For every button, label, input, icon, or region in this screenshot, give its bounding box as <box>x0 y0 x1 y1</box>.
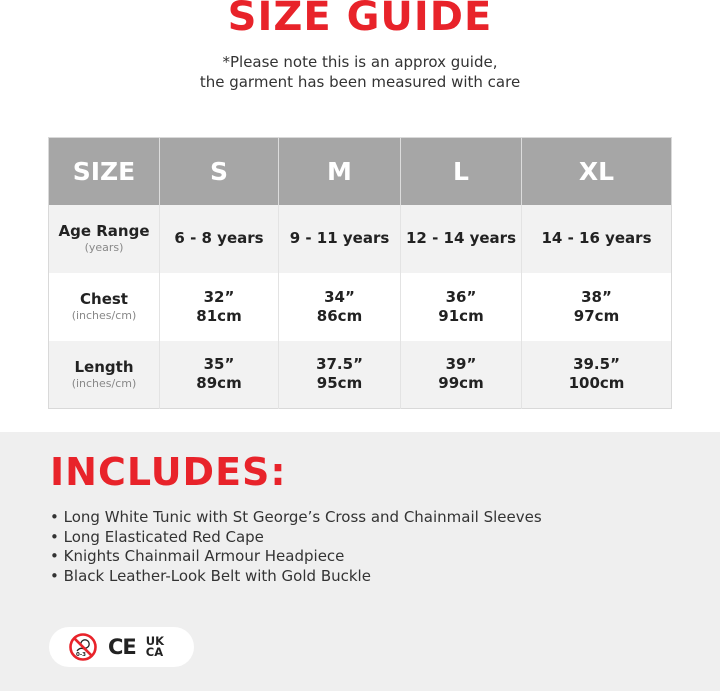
ukca-line-1: UK <box>145 634 165 648</box>
cell-cm: 91cm <box>438 306 484 325</box>
list-item: • Knights Chainmail Armour Headpiece <box>50 547 542 567</box>
safety-badges <box>49 627 194 667</box>
table-cell <box>522 341 672 409</box>
row-unit: (inches/cm) <box>71 376 137 390</box>
not-suitable-0-3-icon <box>68 632 98 662</box>
cell-value: 12 - 14 years <box>405 229 517 247</box>
table-cell <box>279 205 401 273</box>
cell-inches: 34” <box>324 287 355 306</box>
table-row-length <box>49 341 672 409</box>
list-item: • Long White Tunic with St George’s Cross and Chainmail Sleeves <box>50 508 542 528</box>
row-unit: (inches/cm) <box>71 309 137 322</box>
ukca-mark <box>146 636 164 658</box>
row-label-cell <box>49 205 160 273</box>
header-m: M <box>279 138 401 205</box>
row-label: Length <box>74 357 134 376</box>
table-cell <box>160 341 279 409</box>
size-table-header <box>49 138 672 205</box>
note-line-1: *Please note this is an approx guide, <box>222 53 498 71</box>
header-xl: XL <box>522 138 672 205</box>
table-cell <box>279 341 401 409</box>
cell-inches: 36” <box>445 287 477 306</box>
table-cell <box>401 341 522 409</box>
table-row-chest <box>49 273 672 341</box>
note-line-2: the garment has been measured with care <box>199 73 521 91</box>
row-label-cell <box>49 273 160 341</box>
includes-list <box>50 508 542 586</box>
header-l: L <box>401 138 522 205</box>
size-table <box>48 137 672 409</box>
header-size: SIZE <box>49 138 160 205</box>
page-title: SIZE GUIDE <box>227 0 493 40</box>
cell-cm: 81cm <box>196 306 242 325</box>
ce-mark: CE <box>108 635 136 659</box>
table-cell <box>160 205 279 273</box>
cell-inches: 38” <box>581 287 612 306</box>
size-guide-note <box>0 52 720 92</box>
cell-cm: 95cm <box>316 374 363 393</box>
cell-inches: 39” <box>445 355 477 374</box>
row-unit: (years) <box>84 241 124 254</box>
row-label-cell <box>49 341 160 409</box>
cell-value: 6 - 8 years <box>174 229 264 247</box>
cell-cm: 86cm <box>316 306 363 325</box>
cell-cm: 99cm <box>438 374 484 393</box>
table-cell <box>401 273 522 341</box>
cell-value: 9 - 11 years <box>289 229 390 247</box>
ukca-line-2: CA <box>145 645 164 659</box>
cell-inches: 35” <box>203 355 235 374</box>
row-label: Age Range <box>58 222 150 240</box>
table-cell <box>522 273 672 341</box>
cell-inches: 39.5” <box>573 355 620 374</box>
cell-cm: 97cm <box>573 306 620 325</box>
row-label: Chest <box>80 290 128 308</box>
list-item: • Long Elasticated Red Cape <box>50 528 542 548</box>
header-s: S <box>160 138 279 205</box>
table-cell <box>160 273 279 341</box>
cell-inches: 32” <box>203 287 235 306</box>
table-cell <box>522 205 672 273</box>
list-item: • Black Leather-Look Belt with Gold Buckle <box>50 567 542 587</box>
cell-value: 14 - 16 years <box>541 229 652 247</box>
table-cell <box>401 205 522 273</box>
table-cell <box>279 273 401 341</box>
includes-title: INCLUDES: <box>50 450 287 494</box>
cell-inches: 37.5” <box>316 355 363 374</box>
cell-cm: 89cm <box>196 374 242 393</box>
table-row-age-range <box>49 205 672 273</box>
cell-cm: 100cm <box>568 374 625 393</box>
age-warning-text: 0-3 <box>76 652 86 658</box>
